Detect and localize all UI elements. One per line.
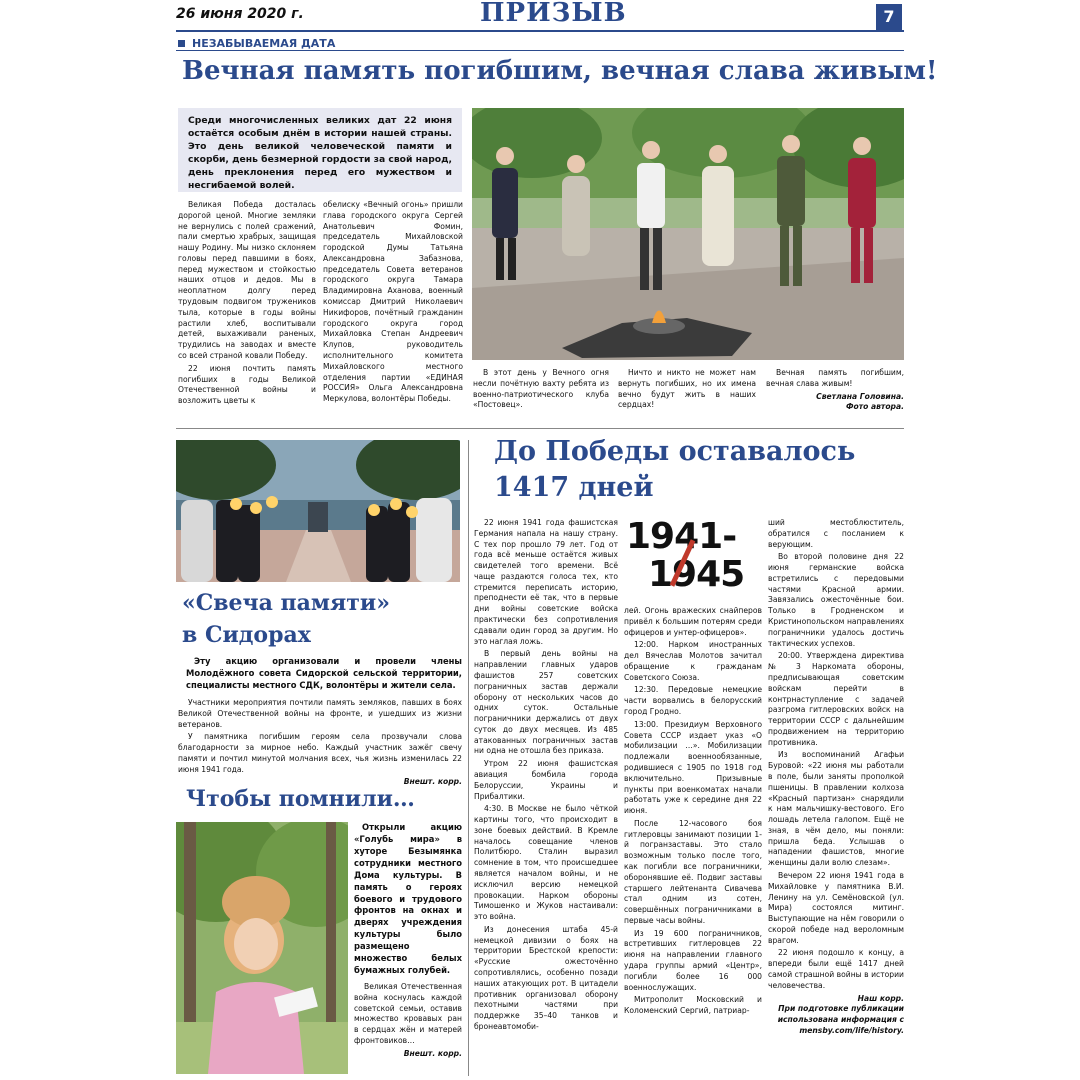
article-headline: «Свеча памяти» — [182, 590, 390, 616]
article-column — [768, 518, 904, 1037]
years-logo — [624, 516, 764, 598]
paragraph: 12:30. Передовые немецкие части ворвались в белорусский город Гродно. — [624, 685, 762, 717]
photo-credit: Фото автора. — [845, 402, 904, 412]
ceremony-photo — [472, 108, 904, 360]
article-headline: Вечная память погибшим, вечная слава живым! — [182, 56, 938, 86]
paragraph: Из донесения штаба 45-й немецкой дивизии о боях на территории Брестской крепости: «Русские ожесточённо сопротивлялись, особенно позади наших атакующих рот. В цитадели противник организовал оборону пехотными частями при поддержке 35–40 танков и бронеавтомоби- — [474, 924, 618, 1031]
page-number: 7 — [876, 4, 902, 30]
paragraph: 20:00. Утверждена директива № 3 Наркомата обороны, предписывающая советским войскам перейти в контрнаступление с задачей разгрома гитлеровских войск на территории СССР с дальнейшим продвижением на территорию противника. — [768, 651, 904, 747]
column-divider — [468, 440, 469, 1076]
article-column — [474, 518, 618, 1035]
paragraph: 22 июня почтить память погибших в годы Великой Отечественной войны и возложить цветы к — [178, 363, 316, 406]
article-headline: До Победы оставалось — [494, 436, 856, 467]
article-lead: Открыли акцию «Голубь мира» в хуторе Безымянка сотрудники местного Дома культуры. В память о героях боевого и трудового фронтов на окнах и дверях учреждения культуры было размещено множество белых бумажных голубей. — [354, 822, 462, 976]
paragraph: Из воспоминаний Агафьи Буровой: «22 июня мы работали в поле, были заняты прополкой пшеницы. В правлении колхоза «Красный партизан» снарядили к нам мальчишку-вестового. Его лошадь летела галопом. Ещё не зная, в чём дело, мы поняли: пришла беда. Услышав о нападении фашистов, многие женщины дали волю слезам». — [768, 750, 904, 868]
paragraph: Участники мероприятия почтили память земляков, павших в боях Великой Отечественной войны на фронте, и ушедших из жизни ветеранов. — [178, 698, 462, 729]
masthead-rule — [176, 30, 904, 32]
paragraph: Из 19 600 пограничников, встретивших гитлеровцев 22 июня на направлении главного удара группы армий «Центр», погибли более 16 000 военнослужащих. — [624, 928, 762, 992]
author-signature: Внешт. корр. — [403, 1048, 462, 1058]
paragraph: 12:00. Нарком иностранных дел Вячеслав Молотов зачитал обращение к гражданам Советского Союза. — [624, 640, 762, 682]
paragraph: Во второй половине дня 22 июня германские войска встретились с передовыми частями Красной армии. Завязались ожесточённые бои. Только в Гродненском и Кристинопольском направлениях пограничники удалось достичь тактических успехов. — [768, 552, 904, 648]
rubric-square-icon — [178, 40, 185, 47]
paragraph: лей. Огонь вражеских снайперов привёл к большим потерям среди офицеров и унтер-офицеров». — [624, 606, 762, 637]
author-signature: Внешт. корр. — [403, 777, 462, 787]
paragraph: После 12-часового боя гитлеровцы занимают позиции 1-й погранзаставы. Это стало возможным только после того, как погибли все пограничники, оборонявшие её. Подвиг заставы старшего лейтенанта Сивачева стал одним из сотен, совершённых пограничниками в первые часы войны. — [624, 818, 762, 925]
paragraph: Великая Победа досталась дорогой ценой. Многие земляки не вернулись с полей сражений, пали смертью храбрых, защищая нашу Родину. Мы низко склоняем головы перед павшими в боях, перед мужеством и стойкостью наших отцов и дедов. Мы в неоплатном долгу перед трудовым подвигом тружеников тыла, которые в годы войны растили хлеб, воспитывали детей, выхаживали раненых, трудились на заводах и вместе со всей страной ковали Победу. — [178, 200, 316, 360]
paragraph: В этот день у Вечного огня несли почётную вахту ребята из военно-патриотического клуба «Постовец». — [473, 368, 609, 410]
article-column — [618, 368, 756, 413]
article-lead: Среди многочисленных великих дат 22 июня остаётся особым днём в истории нашей страны. Это день великой человеческой памяти и скорби, день безмерной гордости за свой народ, день преклонения перед его мужеством и несгибаемой волей. — [178, 108, 462, 192]
paragraph: 13:00. Президиум Верховного Совета СССР издает указ «О мобилизации …». Мобилизации подлежали военнообязанные, родившиеся с 1905 по 1918 год включительно. Призывные пункты при военкоматах начали работать уже к середине дня 22 июня. — [624, 719, 762, 816]
section-divider — [176, 428, 904, 429]
candle-photo — [176, 440, 460, 582]
article-headline: в Сидорах — [182, 622, 311, 648]
paragraph: Ничто и никто не может нам вернуть погибших, но их имена вечно будут жить в наших сердцах! — [618, 368, 756, 410]
paragraph: У памятника погибшим героям села прозвучали слова благодарности за мирное небо. Каждый участник зажёг свечу памяти и почтил минутой молчания всех, чья жизнь изменилась 22 июня 1941 года. — [178, 732, 462, 774]
paragraph: 22 июня подошло к концу, а впереди были ещё 1417 дней самой страшной войны в истории человечества. — [768, 948, 904, 990]
newspaper-title: ПРИЗЫВ — [480, 0, 627, 28]
girl-photo — [176, 822, 348, 1074]
article-column — [178, 200, 316, 409]
paragraph: Вечером 22 июня 1941 года в Михайловке у памятника В.И. Ленину на ул. Семёновской (ул. Мира) состоялся митинг. Выступающие на нём говорили о скорой победе над вероломным врагом. — [768, 871, 904, 945]
source-note: При подготовке публикации использована информация с mensby.com/life/history. — [777, 1004, 904, 1035]
article-lead: Эту акцию организовали и провели члены Молодёжного совета Сидорской сельской территории, специалисты местного СДК, волонтёры и жители села. — [186, 656, 462, 690]
article-column — [473, 368, 609, 413]
issue-date: 26 июня 2020 г. — [176, 6, 304, 22]
paragraph: Митрополит Московский и Коломенский Сергий, патриар- — [624, 995, 762, 1016]
paragraph: Великая Отечественная война коснулась каждой советской семьи, оставив множество кровавых ран в сердцах жён и матерей фронтовиков… — [354, 982, 462, 1045]
logo-year-end: 1945 — [648, 554, 745, 595]
paragraph: Утром 22 июня фашистская авиация бомбила города Белоруссии, Украины и Прибалтики. — [474, 759, 618, 801]
article-column — [323, 200, 463, 407]
author-signature: Светлана Головина. — [816, 391, 904, 401]
article-headline: 1417 дней — [494, 472, 654, 503]
article-column — [178, 698, 462, 788]
author-signature: Наш корр. — [857, 993, 904, 1003]
article-column — [624, 606, 762, 1019]
article-headline: Чтобы помнили… — [186, 786, 415, 812]
rubric-label: НЕЗАБЫВАЕМАЯ ДАТА — [192, 37, 336, 50]
paragraph: 4:30. В Москве не было чёткой картины того, что происходит в зоне боевых действий. В Кремле началось совещание членов Политбюро. Сталин выразил сомнение в том, что происшедшее является началом войны, и не исключил версию немецкой провокации. Нарком обороны Тимошенко и Жуков настаивали: это война. — [474, 804, 618, 922]
paragraph: ший местоблюститель, обратился с посланием к верующим. — [768, 518, 904, 549]
paragraph: 22 июня 1941 года фашистская Германия напала на нашу страну. С тех пор прошло 79 лет. Год от года всё меньше остаётся живых свидетелей того времени. Всё чаще раздаются голоса тех, кто стремится переписать историю, преподнести её так, что в первые дни войны советские войска практически без сопротивления сдавали один город за другим. Но это наглая ложь. — [474, 518, 618, 646]
paragraph: обелиску «Вечный огонь» пришли глава городского округа Сергей Анатольевич Фомин, председатель Михайловской городской Думы Татьяна Александровна Забазнова, председатель Совета ветеранов городского округа Тамара Владимировна Аханова, военный комиссар Дмитрий Николаевич Никифоров, почётный гражданин городского округа город Михайловка Степан Андреевич Клупов, руководитель исполнительного комитета Михайловского местного отделения партии «ЕДИНАЯ РОССИЯ» Ольга Александровна Меркулова, волонтёры Победы. — [323, 200, 463, 404]
rubric-rule — [176, 50, 904, 51]
logo-year-start: 1941- — [626, 516, 737, 557]
paragraph: Вечная память погибшим, вечная слава живым! — [766, 368, 904, 388]
paragraph: В первый день войны на направлении главных ударов фашистов 257 советских пограничных застав держали оборону от нескольких часов до одних суток. Остальные пограничники держались от двух суток до двух месяцев. Из 485 атакованных пограничных застав ни одна не отошла без приказа. — [474, 649, 618, 756]
article-column — [354, 982, 462, 1059]
article-column — [766, 368, 904, 413]
